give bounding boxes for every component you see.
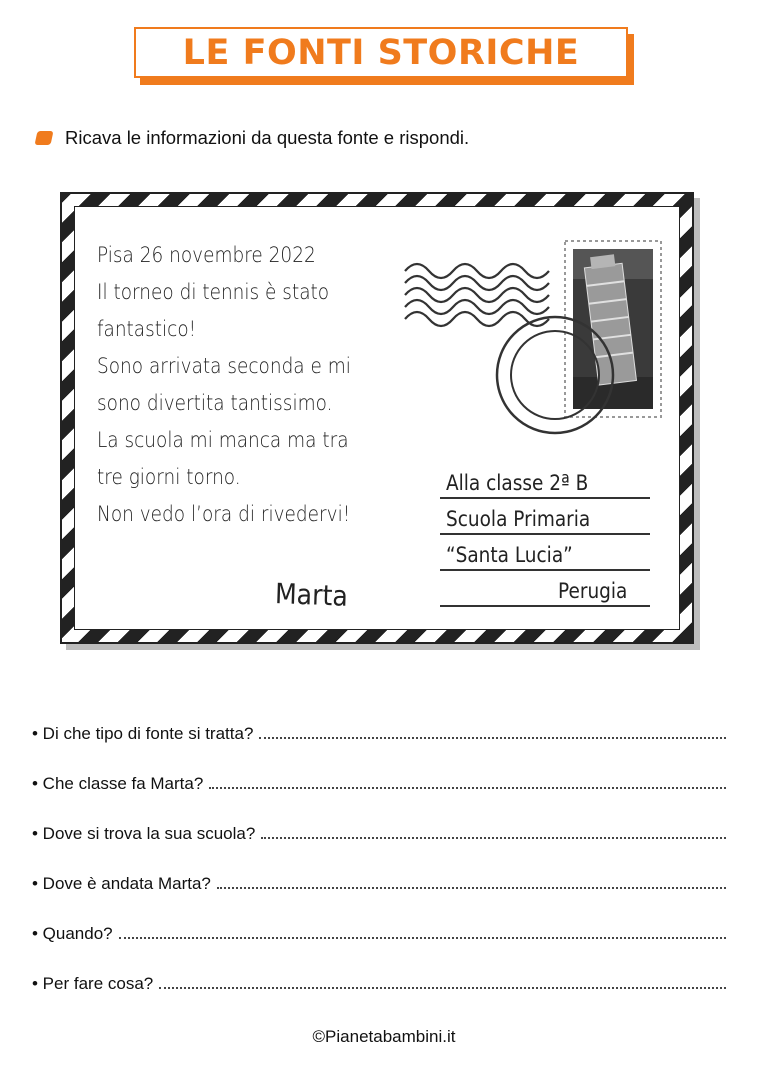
instruction [36,124,469,152]
postcard-inner [74,206,680,630]
instruction-text: Ricava le informazioni da questa fonte e rispondi. [65,127,470,148]
message-line: tre giorni torno. [97,465,241,490]
question-row [32,844,726,894]
message-line: Pisa 26 novembre 2022 [97,243,316,268]
leaning-tower-of-pisa-stamp-icon [565,241,661,417]
address-text: “Santa Lucia” [446,543,573,568]
signature: Marta [274,577,349,613]
question-text: • Per fare cosa? [32,974,154,993]
answer-line[interactable] [159,987,726,989]
page-title: LE FONTI STORICHE [182,32,580,73]
orange-bullet-icon [35,131,54,145]
message-line: Il torneo di tennis è stato [97,280,330,305]
message-line: sono divertita tantissimo. [97,391,333,416]
message-line: fantastico! [97,317,197,342]
question-row [32,744,726,794]
answer-line[interactable] [217,887,726,889]
title-banner [134,27,634,83]
postcard [60,192,694,644]
question-row [32,794,726,844]
question-text: • Di che tipo di fonte si tratta? [32,724,254,743]
message-line: La scuola mi manca ma tra [97,428,349,453]
footer-credit: ©Pianetabambini.it [312,1027,456,1046]
address-line [440,463,650,499]
stamp-area [393,227,673,437]
message-line: Sono arrivata seconda e mi [97,354,351,379]
questions-list [32,694,726,994]
question-row [32,894,726,944]
postcard-message [97,237,417,533]
postmark-icon [393,227,673,437]
address-text: Alla classe 2ª B [446,471,589,496]
question-text: • Dove è andata Marta? [32,874,211,893]
answer-line[interactable] [119,937,726,939]
address-block [440,463,650,607]
question-text: • Che classe fa Marta? [32,774,204,793]
question-text: • Quando? [32,924,113,943]
address-text: Perugia [558,579,628,604]
answer-line[interactable] [209,787,726,789]
answer-line[interactable] [259,737,726,739]
question-text: • Dove si trova la sua scuola? [32,824,256,843]
address-line [440,571,650,607]
title-box [134,27,628,78]
question-row [32,694,726,744]
message-line: Non vedo l’ora di rivedervi! [97,502,351,527]
address-line [440,535,650,571]
address-line [440,499,650,535]
address-text: Scuola Primaria [446,507,591,532]
answer-line[interactable] [261,837,726,839]
question-row [32,944,726,994]
